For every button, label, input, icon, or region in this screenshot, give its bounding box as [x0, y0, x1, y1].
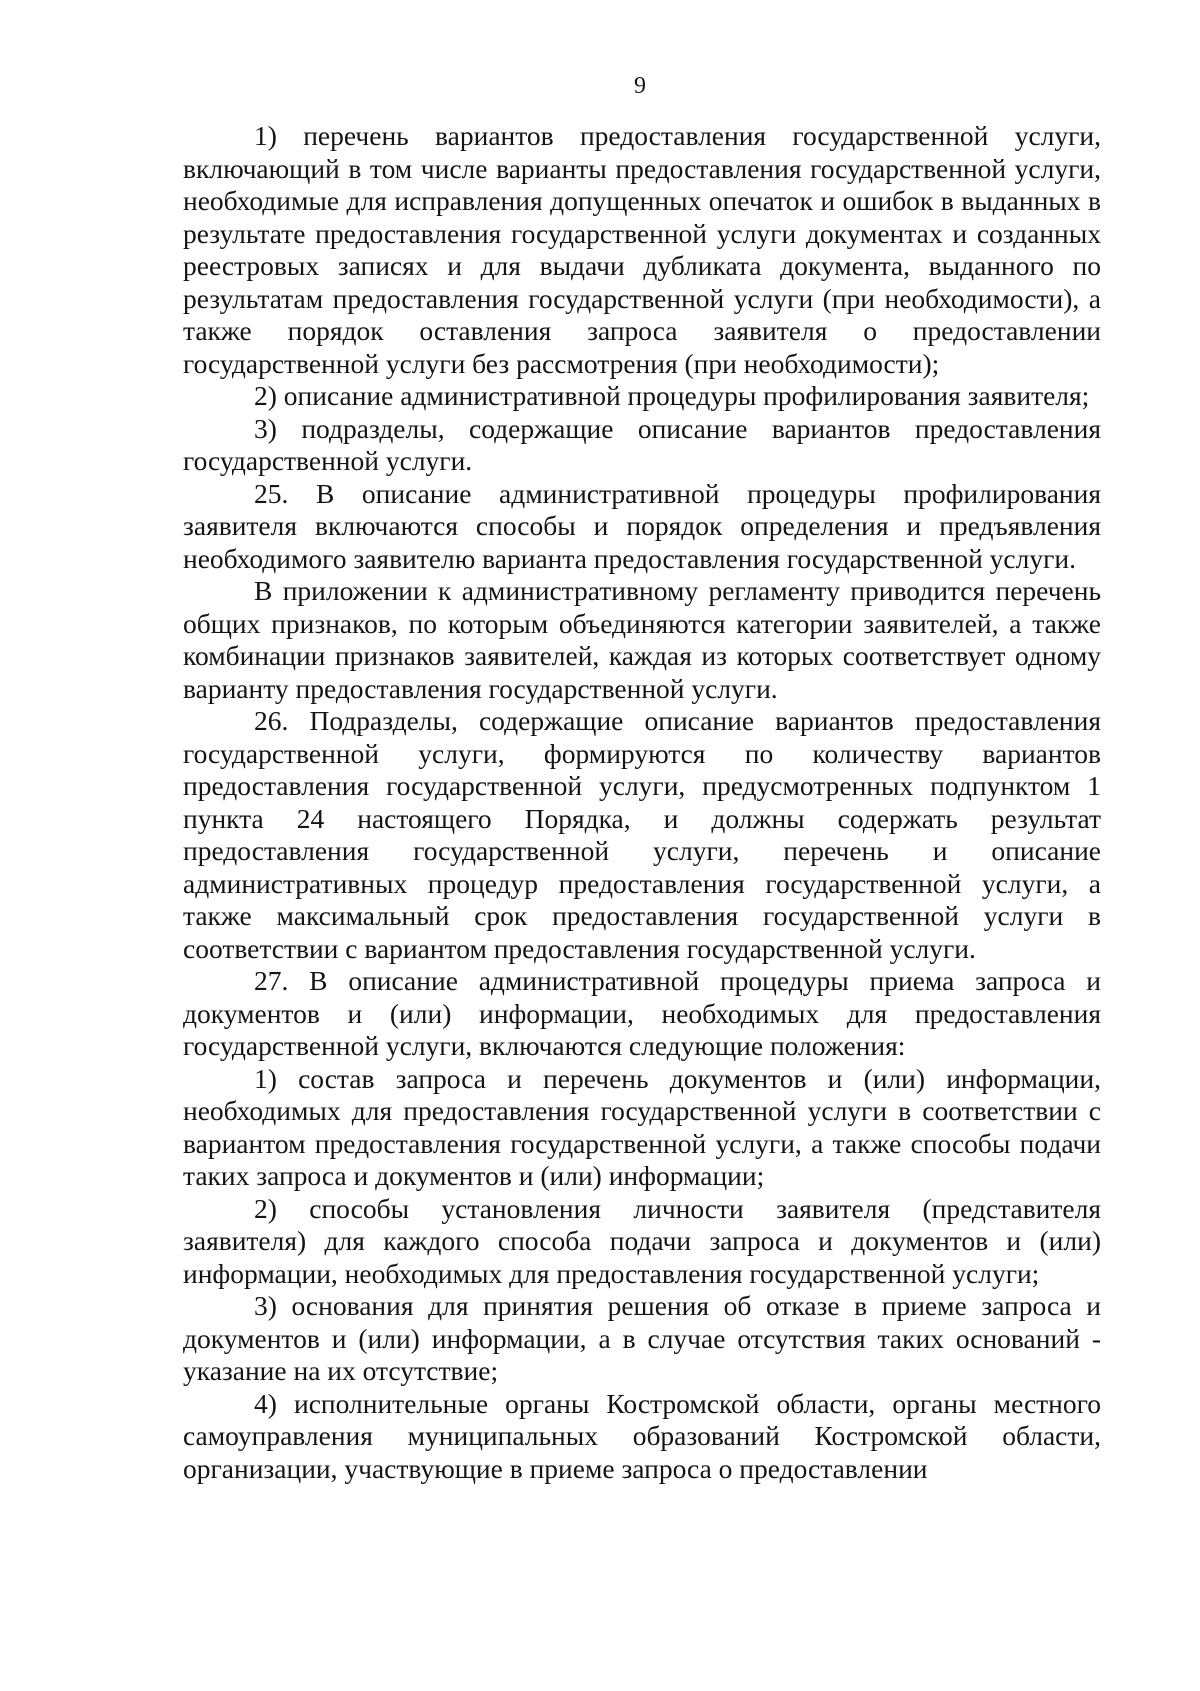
paragraph: 1) перечень вариантов предоставления государственной услуги, включающий в том числе варианты предоставления государственной услуги, необходимые для исправления допущенных опечаток и ошибок в выданных в результате предоставления государственной услуги документах и созданных реестровых записях и для выдачи дубликата документа, выданного по результатам предоставления государственной услуги (при необходимости), а также порядок оставления запроса заявителя о предоставлении государственной услуги без рассмотрения (при необходимости);	[183, 120, 1101, 379]
paragraph: 4) исполнительные органы Костромской области, органы местного самоуправления муниципальных образований Костромской области, организации, участвующие в приеме запроса о предоставлении	[183, 1387, 1101, 1484]
paragraph: 1) состав запроса и перечень документов и (или) информации, необходимых для предоставления государственной услуги в соответствии с вариантом предоставления государственной услуги, а также способы подачи таких запроса и документов и (или) информации;	[183, 1062, 1101, 1191]
paragraph: 3) основания для принятия решения об отказе в приеме запроса и документов и (или) информации, а в случае отсутствия таких оснований - указание на их отсутствие;	[183, 1290, 1101, 1386]
paragraph: 26. Подразделы, содержащие описание вариантов предоставления государственной услуги, формируются по количеству вариантов предоставления государственной услуги, предусмотренных подпунктом 1 пункта 24 настоящего Порядка, и должны содержать результат предоставления государственной услуги, перечень и описание административных процедур предоставления государственной услуги, а также максимальный срок предоставления государственной услуги в соответствии с вариантом предоставления государственной услуги.	[183, 705, 1101, 964]
page-number: 9	[634, 73, 646, 99]
paragraph: 25. В описание административной процедуры профилирования заявителя включаются способы и порядок определения и предъявления необходимого заявителю варианта предоставления государственной услуги.	[183, 477, 1101, 574]
paragraph: 2) описание административной процедуры профилирования заявителя;	[254, 380, 1090, 411]
paragraph: В приложении к административному регламенту приводится перечень общих признаков, по которым объединяются категории заявителей, а также комбинации признаков заявителей, каждая из которых соответствует одному варианту предоставления государственной услуги.	[183, 575, 1101, 704]
document-body	[183, 120, 1101, 1485]
paragraph: 2) способы установления личности заявителя (представителя заявителя) для каждого способа подачи запроса и документов и (или) информации, необходимых для предоставления государственной услуги;	[183, 1192, 1101, 1289]
paragraph: 27. В описание административной процедуры приема запроса и документов и (или) информации, необходимых для предоставления государственной услуги, включаются следующие положения:	[183, 965, 1101, 1061]
paragraph: 3) подразделы, содержащие описание вариантов предоставления государственной услуги.	[183, 412, 1101, 476]
